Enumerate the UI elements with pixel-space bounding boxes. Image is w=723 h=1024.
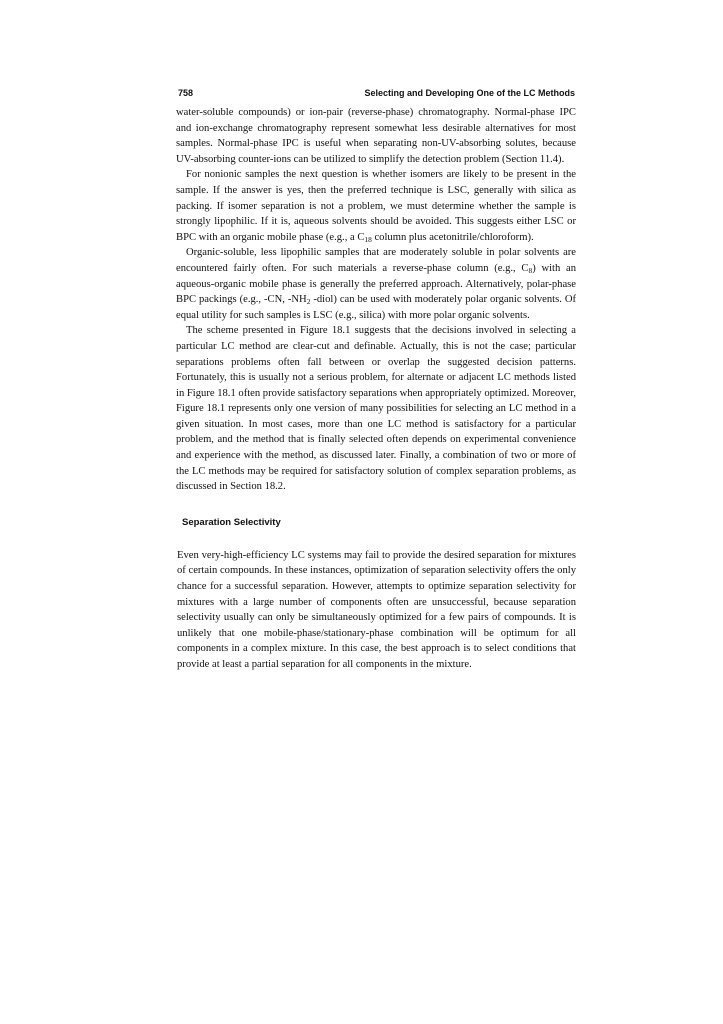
section-heading: Separation Selectivity bbox=[182, 516, 281, 528]
paragraph-1: water-soluble compounds) or ion-pair (reverse-phase) chromatography. Normal-phase IPC and ion-exchange chromatography represent somewhat less desirable alternatives for most samples. Normal-phase IPC is useful when separating non-UV-absorbing solutes, because UV-absorbing counter-ions can be utilized to simplify the detection problem (Section 11.4). bbox=[176, 107, 576, 165]
section-body bbox=[176, 548, 576, 673]
page-number: 758 bbox=[178, 88, 194, 98]
running-header bbox=[176, 86, 576, 100]
paragraph-4: The scheme presented in Figure 18.1 suggests that the decisions involved in selecting a particular LC method are clear-cut and definable. Actually, this is not the case; particular separations problems often fall between or overlap the suggested decision patterns. Fortunately, this is usually not a serious problem, for alternate or adjacent LC methods listed in Figure 18.1 often provide satisfactory separations when appropriately optimized. Moreover, Figure 18.1 represents only one version of many possibilities for selecting an LC method in a given situation. In most cases, more than one LC method is satisfactory for a particular problem, and the method that is finally selected often depends on experimental convenience and experience with the method, as discussed later. Finally, a combination of two or more of the LC methods may be required for satisfactory solution of complex separation problems, as discussed in Section 18.2. bbox=[176, 325, 576, 493]
body-text bbox=[176, 105, 576, 495]
book-page bbox=[176, 86, 576, 673]
chapter-title: Selecting and Developing One of the LC Methods bbox=[364, 88, 575, 98]
paragraph-2: For nonionic samples the next question is whether isomers are likely to be present in the sample. If the answer is yes, then the preferred technique is LSC, generally with silica as packing. If isomer separation is not a problem, we must determine whether the sample is strongly lipophilic. If it is, aqueous solvents should be avoided. This suggests either LSC or BPC with an organic mobile phase (e.g., a $C_{18}$ column plus acetonitrile/chloroform). bbox=[176, 169, 576, 244]
section-paragraph: Even very-high-efficiency LC systems may fail to provide the desired separation for mixtures of certain compounds. In these instances, optimization of separation selectivity offers the only chance for a successful separation. However, attempts to optimize separation selectivity for mixtures with a large number of components often are unsuccessful, because separation selectivity usually can only be simultaneously optimized for a few pairs of compounds. It is unlikely that one mobile-phase/stationary-phase combination will be optimum for all components in a complex mixture. In this case, the best approach is to select conditions that provide at least a partial separation for all components in the mixture. bbox=[177, 549, 576, 670]
paragraph-3: Organic-soluble, less lipophilic samples that are moderately soluble in polar solvents are encountered fairly often. For such materials a reverse-phase column (e.g., $C_8$) with an aqueous-organic mobile phase is generally the preferred approach. Alternatively, polar-phase BPC packings (e.g., -CN, $-NH_2$ -diol) can be used with moderately polar organic solvents. Of equal utility for such samples is LSC (e.g., silica) with more polar organic solvents. bbox=[176, 247, 576, 321]
